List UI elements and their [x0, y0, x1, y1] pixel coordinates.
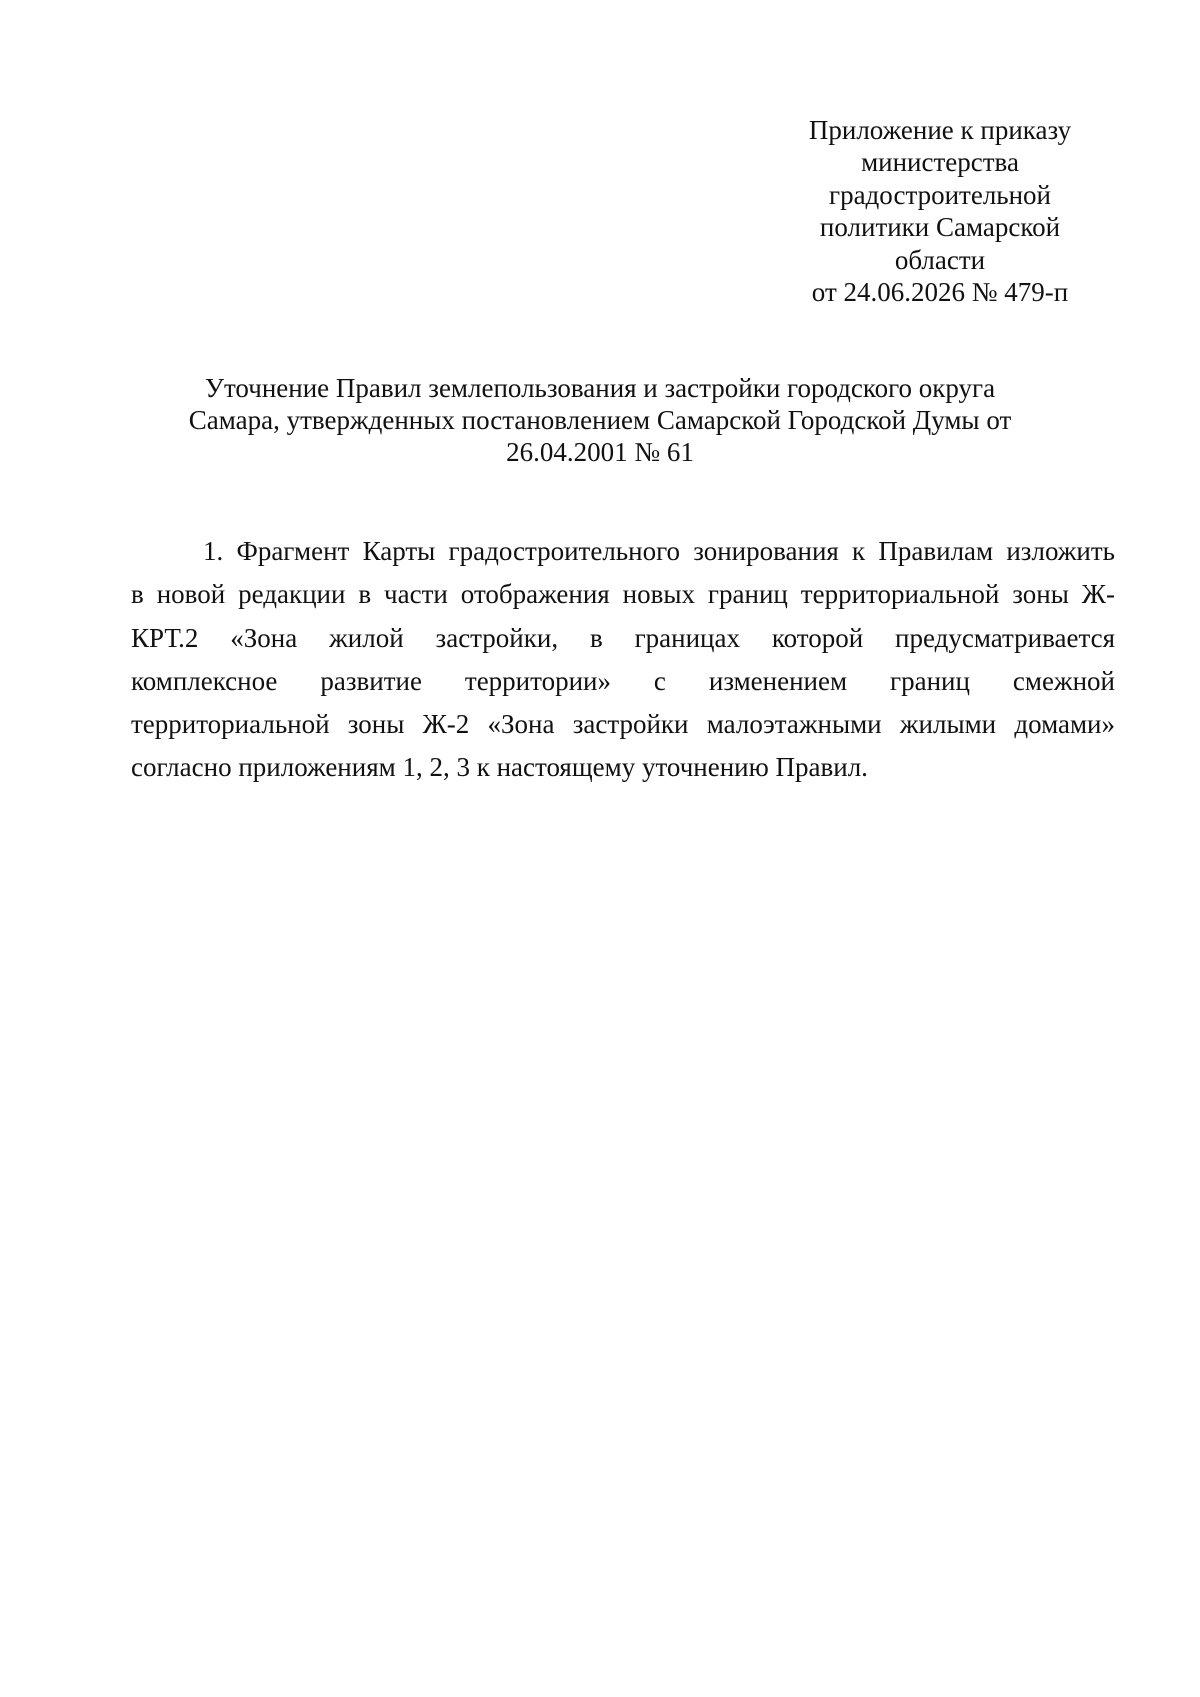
appendix-order-number: от 24.06.2026 № 479-п — [811, 277, 1069, 308]
document-title — [160, 372, 1040, 468]
appendix-header-line: министерства — [861, 147, 1019, 178]
appendix-header-line: области — [894, 244, 986, 275]
paragraph-1 — [131, 530, 1115, 790]
paragraph-line: территориальной зоны Ж-2 «Зона застройки малоэтажными жилыми домами» — [131, 709, 1115, 740]
paragraph-line: КРТ.2 «Зона жилой застройки, в границах которой предусматривается — [131, 622, 1115, 653]
appendix-header-line: градостроительной — [829, 179, 1051, 210]
appendix-header-line: Приложение к приказу — [808, 115, 1072, 145]
document-title-line: Самара, утвержденных постановлением Самарской Городской Думы от — [188, 405, 1012, 435]
appendix-header — [800, 114, 1080, 308]
paragraph-line: 1. Фрагмент Карты градостроительного зонирования к Правилам изложить — [203, 536, 1115, 566]
document-title-line: 26.04.2001 № 61 — [506, 437, 694, 467]
paragraph-line: согласно приложениям 1, 2, 3 к настоящему уточнению Правил. — [131, 752, 868, 783]
paragraph-line: комплексное развитие территории» с изменением границ смежной — [131, 665, 1115, 696]
paragraph-line: в новой редакции в части отображения новых границ территориальной зоны Ж- — [131, 579, 1115, 610]
appendix-header-line: политики Самарской — [819, 212, 1061, 243]
document-title-line: Уточнение Правил землепользования и застройки городского округа — [204, 373, 996, 403]
